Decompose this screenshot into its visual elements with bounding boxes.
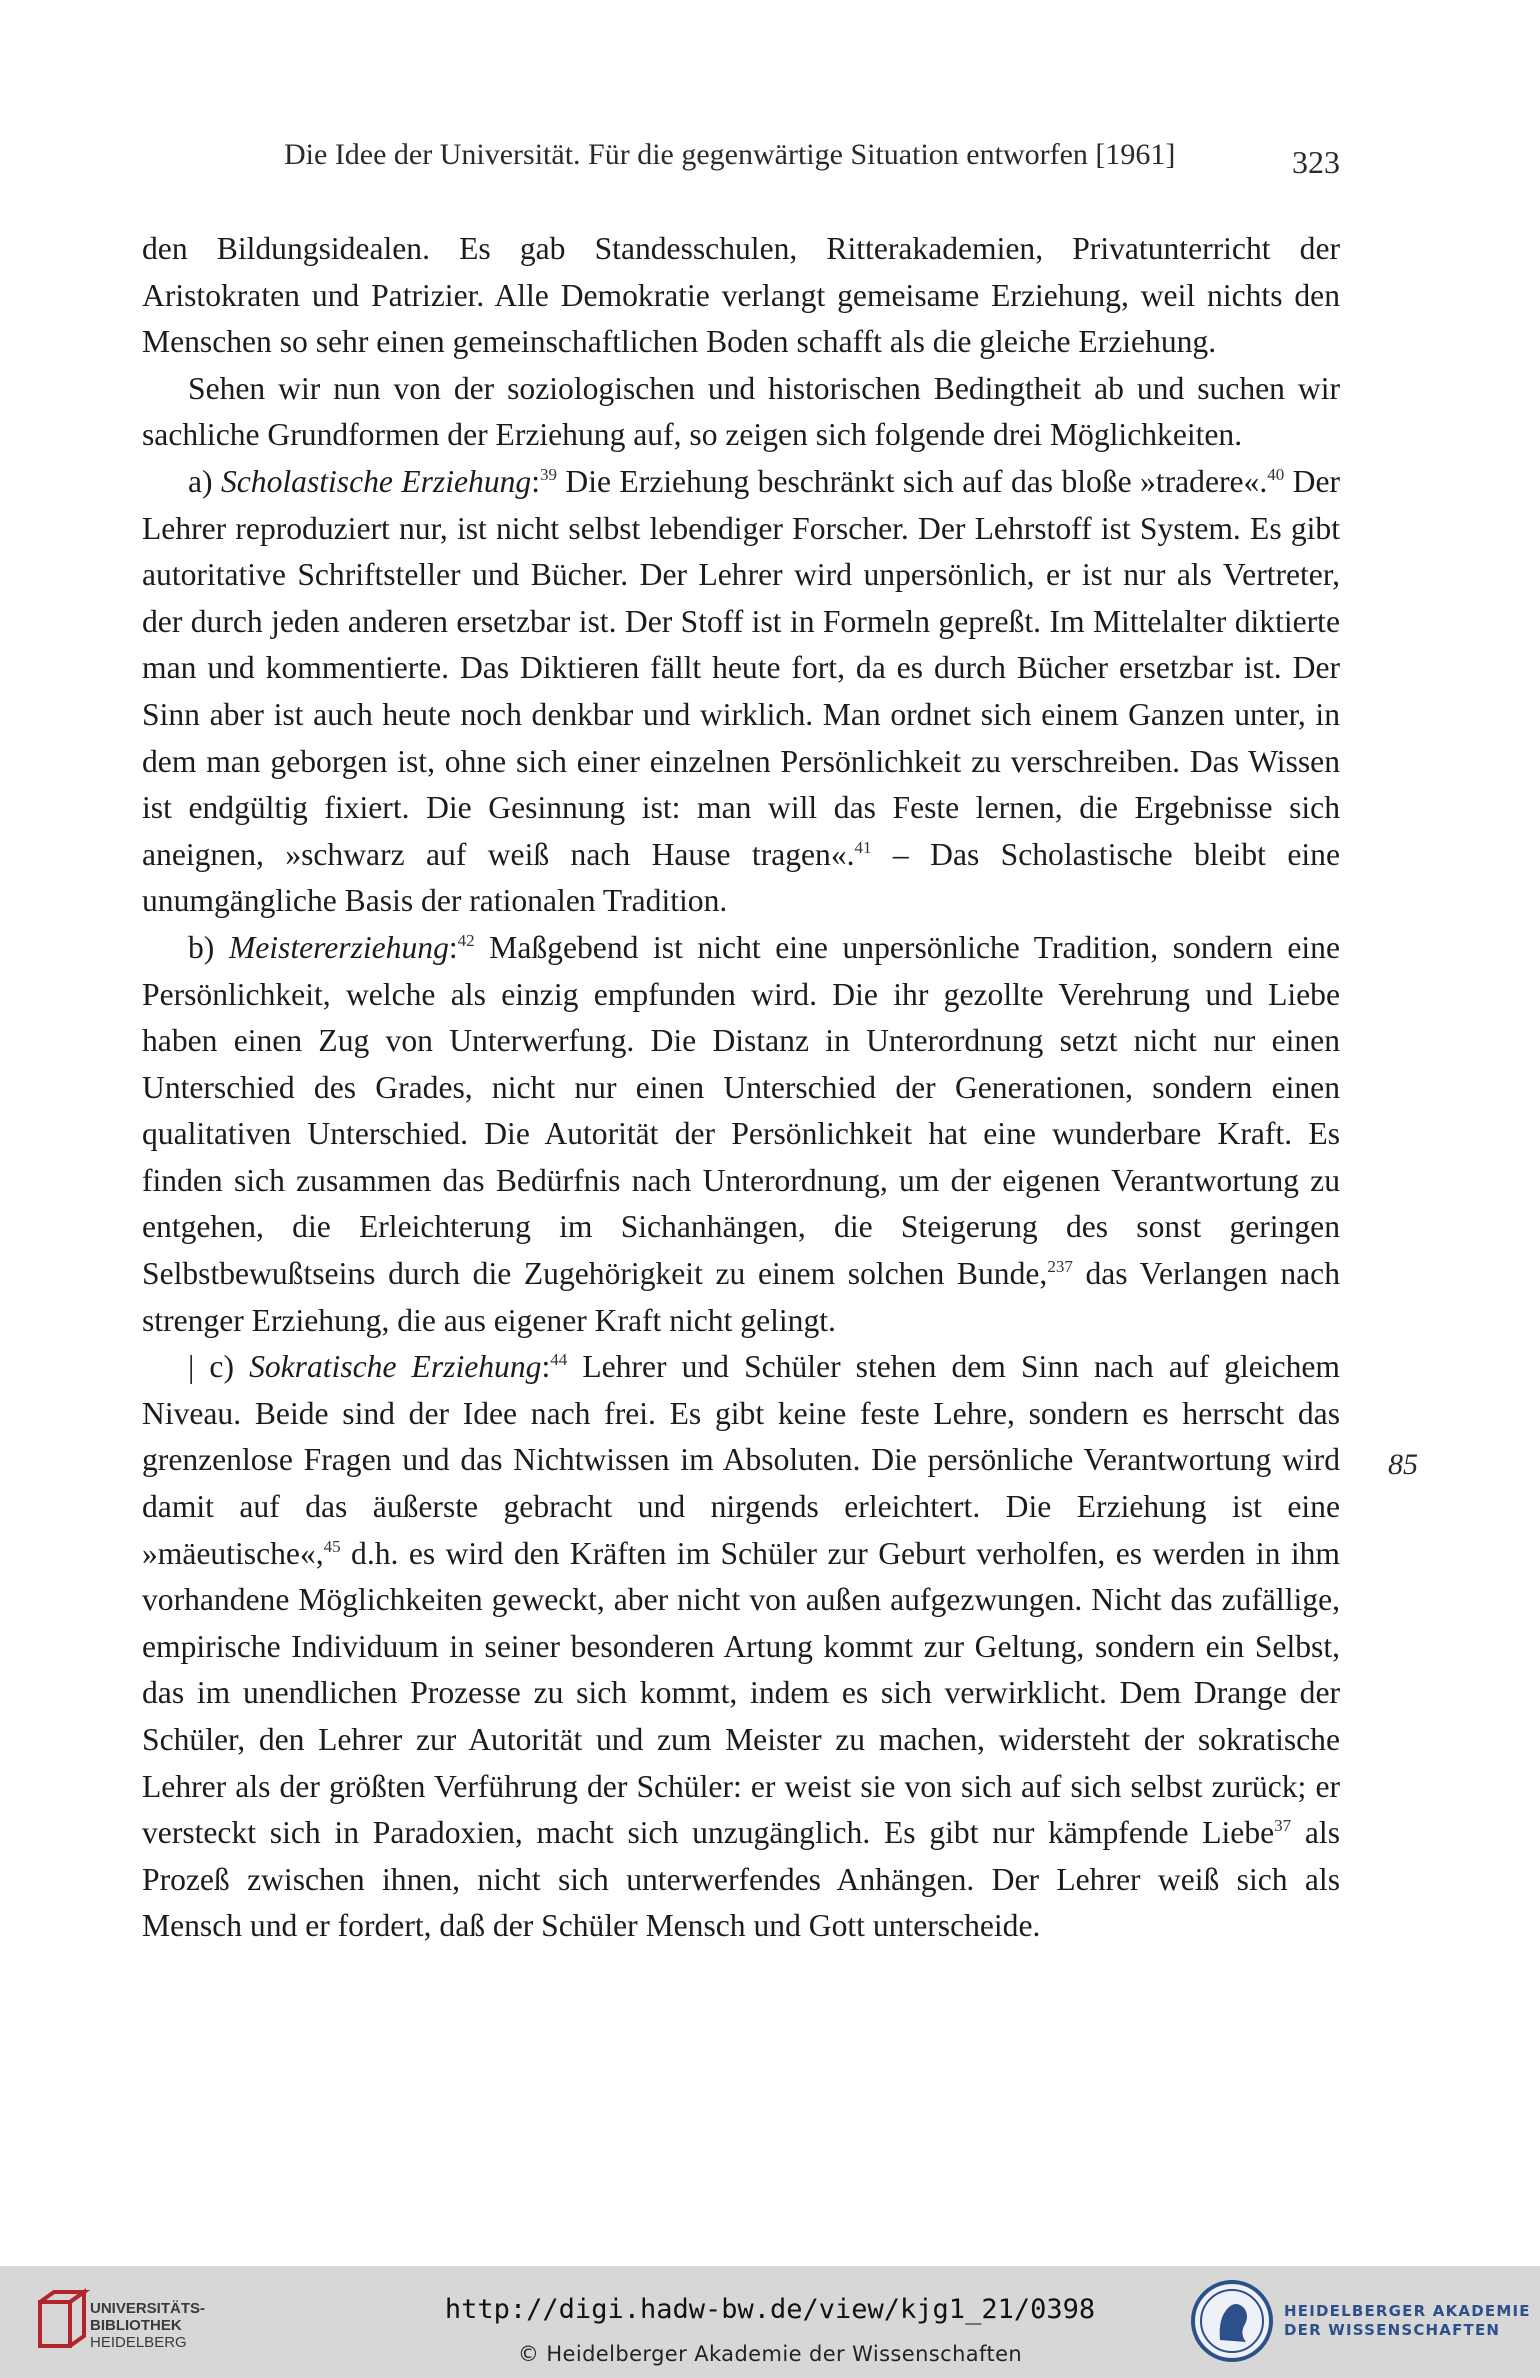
footnote-ref[interactable]: 39 [540,464,557,484]
permalink-url[interactable]: http://digi.hadw-bw.de/view/kjg1_21/0398 [444,2294,1096,2325]
library-line: BIBLIOTHEK [90,2317,182,2334]
page-header [142,138,1340,188]
margin-page-reference: 85 [1388,1448,1418,1481]
section-c-title: Sokratische Erziehung [249,1349,542,1385]
academy-name [1284,2302,1531,2340]
library-line: HEIDELBERG [90,2334,187,2351]
section-c-text: d.h. es wird den Kräften im Schüler zur Geburt verholfen, es werden in ihm vorhandene Möglichkeiten geweckt, aber nicht von außen aufgezwungen. Nicht das zufällige, empirische Individuum in seiner besonderen Artung kommt zur Geltung, sondern ein Selbst, das im unendlichen Prozesse zu sich kommt, indem es sich verwirklicht. Dem Drange der Schüler, den Lehrer zur Autorität und zum Meister zu machen, widersteht der sokratische Lehrer als der größten Verführung der Schüler: er weist sie von sich auf sich selbst zurück; er versteckt sich in Paradoxien, macht sich unzugänglich. Es gibt nur kämpfende Liebe [142,1535,1340,1851]
section-a-paragraph [142,459,1340,925]
footnote-ref[interactable]: 45 [323,1536,341,1556]
academy-line: DER WISSENSCHAFTEN [1284,2321,1501,2339]
footnote-ref[interactable]: 40 [1267,464,1285,484]
footnote-ref[interactable]: 44 [550,1350,568,1370]
section-b-text: Maßgebend ist nicht eine unpersönliche Tradition, sondern eine Persönlichkeit, welche als einzig empfunden wird. Die ihr gezollte Verehrung und Liebe haben einen Zug von Unterwerfung. Die Distanz in Unterordnung setzt nicht nur einen Unterschied des Grades, nicht nur einen Unterschied der Generationen, sondern einen qualitativen Unterschied. Die Autorität der Persönlichkeit hat eine wunderbare Kraft. Es finden sich zusammen das Bedürfnis nach Unterordnung, um der eigenen Verantwortung zu entgehen, die Erleichterung im Sichanhängen, die Steigerung des sonst geringen Selbstbewußtseins durch die Zugehörigkeit zu einem solchen Bunde, [142,929,1340,1292]
section-b-text: das Verlangen nach strenger Erziehung, die aus eigener Kraft nicht gelingt. [142,1256,1340,1338]
footer-bar [0,2266,1540,2378]
section-c-text: Lehrer und Schüler stehen dem Sinn nach auf gleichem Niveau. Beide sind der Idee nach frei. Es gibt keine feste Lehre, sondern es herrscht das grenzenlose Fragen und das Nichtwissen im Absoluten. Die persönliche Verantwortung wird damit auf das äußerste gebracht und nirgends erleichtert. Die Erziehung ist eine »mäeutische«, [142,1349,1340,1571]
copyright-notice: © Heidelberger Akademie der Wissenschaften [517,2342,1023,2366]
running-title: Die Idee der Universität. Für die gegenwärtige Situation entworfen [1961] [284,138,1176,171]
section-b-title: Meistererziehung [228,929,449,965]
body-text [142,226,1340,1950]
section-a-prefix: a) [188,463,221,499]
section-b-colon: : [448,929,458,965]
section-b-paragraph [142,925,1340,1344]
page-number: 323 [1292,144,1340,180]
section-a-colon: : [531,463,540,499]
section-a-text: Die Erziehung beschränkt sich auf das bloße »tradere«. [557,463,1268,499]
footnote-ref[interactable]: 37 [1274,1816,1292,1836]
footnote-ref[interactable]: 41 [854,837,872,857]
section-c-text: als Prozeß zwischen ihnen, nicht sich unterwerfendes Anhängen. Der Lehrer weiß sich als Mensch und er fordert, daß der Schüler Mensch und Gott unterscheide. [142,1815,1340,1944]
footnote-ref[interactable]: 237 [1047,1257,1073,1277]
academy-seal-icon[interactable] [1190,2278,1274,2364]
footnote-ref[interactable]: 42 [457,930,475,950]
paragraph-1: den Bildungsidealen. Es gab Standesschulen, Ritterakademien, Privatunterricht der Aristokraten und Patrizier. Alle Demokratie verlangt gemeisame Erziehung, weil nichts den Menschen so sehr einen gemeinschaftlichen Boden schafft als die gleiche Erziehung. [142,231,1340,360]
section-c-prefix: | c) [188,1349,250,1385]
academy-line: HEIDELBERGER AKADEMIE [1284,2302,1531,2320]
paragraph-2: Sehen wir nun von der soziologischen und historischen Bedingtheit ab und suchen wir sachliche Grundformen der Erziehung auf, so zeigen sich folgende drei Möglichkeiten. [142,370,1340,453]
section-a-text: – Das Scholastische bleibt eine unumgängliche Basis der rationalen Tradition. [142,836,1340,919]
section-c-colon: : [541,1349,551,1385]
section-a-text: Der Lehrer reproduziert nur, ist nicht selbst lebendiger Forscher. Der Lehrstoff ist System. Es gibt autoritative Schriftsteller und Bücher. Der Lehrer wird unpersönlich, er ist nur als Vertreter, der durch jeden anderen ersetzbar ist. Der Stoff ist in Formeln gepreßt. Im Mittelalter diktierte man und kommentierte. Das Diktieren fällt heute fort, da es durch Bücher ersetzbar ist. Der Sinn aber ist auch heute noch denkbar und wirklich. Man ordnet sich einem Ganzen unter, in dem man geborgen ist, ohne sich einer einzelnen Persönlichkeit zu verschreiben. Das Wissen ist endgültig fixiert. Die Gesinnung ist: man will das Feste lernen, die Ergebnisse sich aneignen, »schwarz auf weiß nach Hause tragen«. [142,463,1340,872]
section-b-prefix: b) [188,929,229,965]
section-c-paragraph [142,1344,1340,1950]
section-a-title: Scholastische Erziehung [220,463,532,499]
library-line: UNIVERSITÄTS- [90,2300,206,2317]
